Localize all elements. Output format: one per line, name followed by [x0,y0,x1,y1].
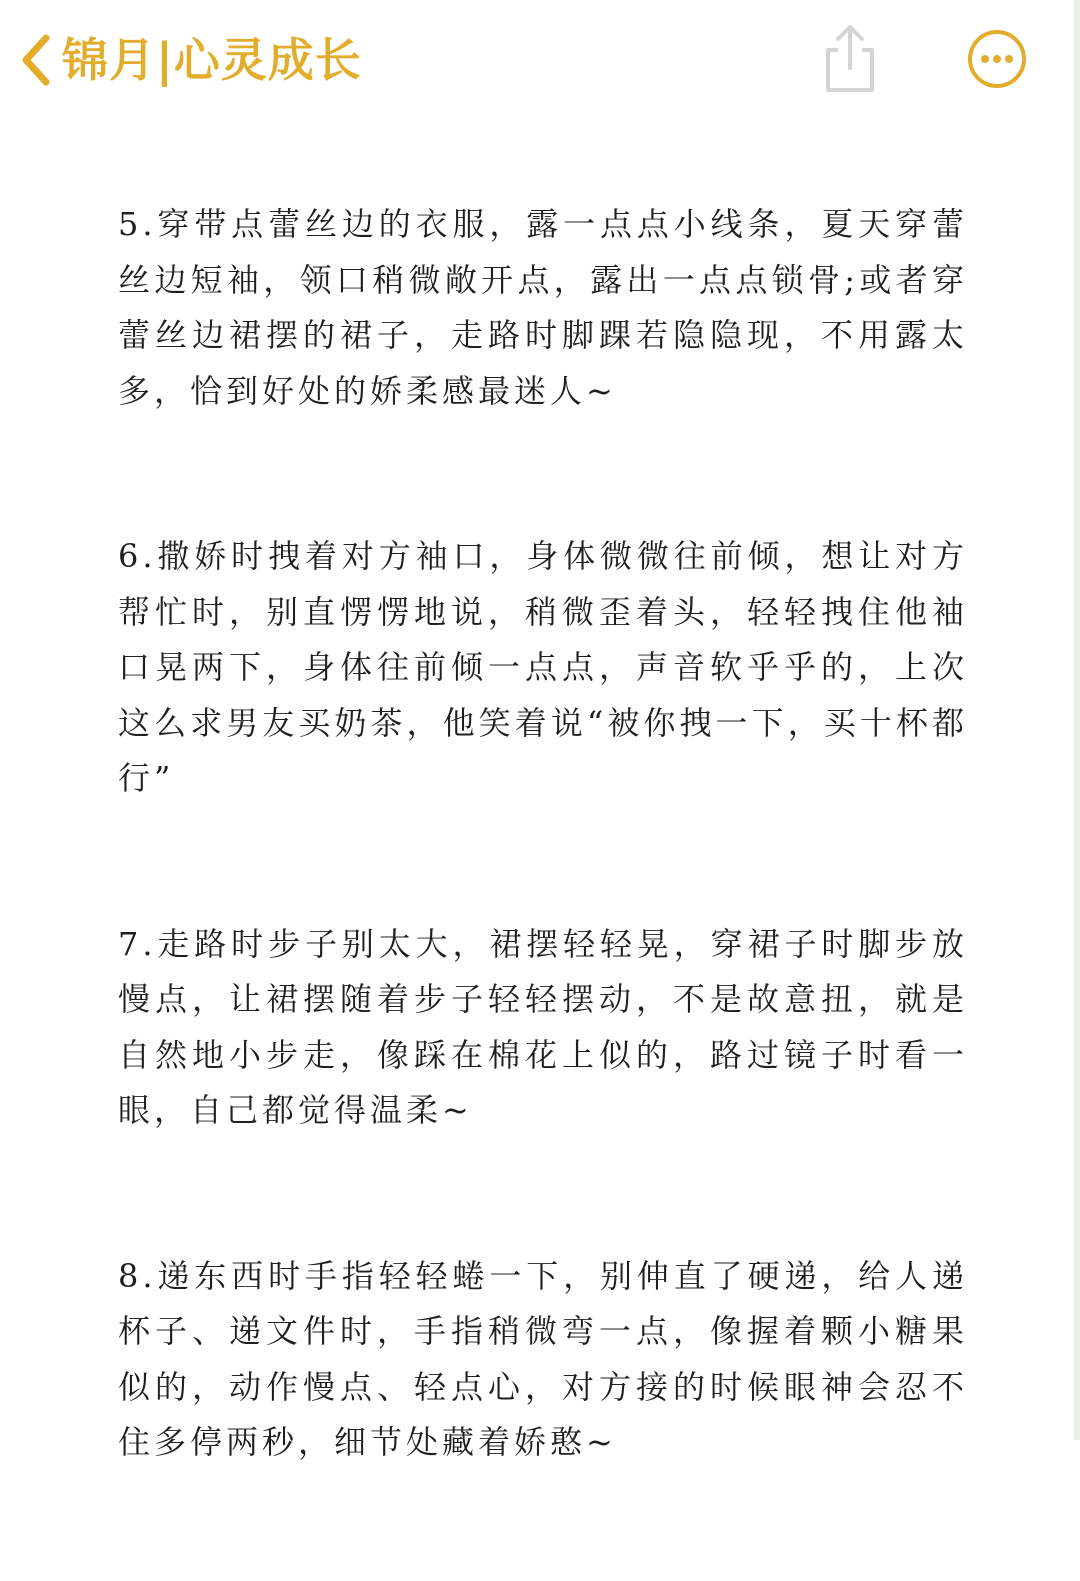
chevron-left-icon [18,32,52,88]
note-paragraph-6: 6.撒娇时拽着对方袖口，身体微微往前倾，想让对方帮忙时，别直愣愣地说，稍微歪着头，轻轻拽住他袖口晃两下，身体往前倾一点点，声音软乎乎的，上次这么求男友买奶茶，他笑着说“被你拽一下，买十杯都行” [118,537,968,797]
note-content [118,197,968,1581]
note-paragraph-8: 8.递东西时手指轻轻蜷一下，别伸直了硬递，给人递杯子、递文件时，手指稍微弯一点，像握着颗小糖果似的，动作慢点、轻点心，对方接的时候眼神会忍不住多停两秒，细节处藏着娇憨~ [118,1256,968,1461]
more-dots-icon [966,28,1028,90]
share-button[interactable] [818,22,882,96]
top-bar [0,0,1080,120]
back-button[interactable] [18,22,362,98]
note-paragraph-7: 7.走路时步子别太大，裙摆轻轻晃，穿裙子时脚步放慢点，让裙摆随着步子轻轻摆动，不是故意扭，就是自然地小步走，像踩在棉花上似的，路过镜子时看一眼，自己都觉得温柔~ [118,924,968,1129]
note-paragraph-5: 5.穿带点蕾丝边的衣服，露一点点小线条，夏天穿蕾丝边短袖，领口稍微敞开点，露出一点点锁骨;或者穿蕾丝边裙摆的裙子，走路时脚踝若隐隐现，不用露太多，恰到好处的娇柔感最迷人~ [118,205,968,410]
notebook-title: 锦月|心灵成长 [62,33,362,87]
right-edge-strip [1074,0,1080,1440]
share-icon [818,22,882,96]
more-options-button[interactable] [966,28,1028,90]
